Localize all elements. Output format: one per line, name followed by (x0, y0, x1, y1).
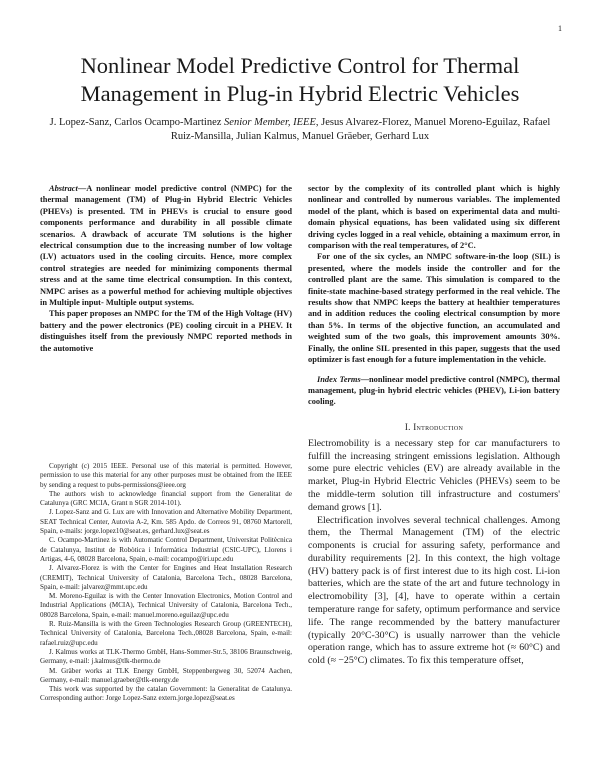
footnote-affiliation: R. Ruiz-Mansilla is with the Green Technologies Research Group (GREENTECH), Technical University of Catalonia, Barcelona Tech.,08028 Barcelona, Spain, e-mail: rafael.ruiz@upc.edu (40, 620, 292, 647)
index-terms: Index Terms—nonlinear model predictive control (NMPC), thermal management, plug-in hybrid electric vehicles (PHEV), Li-ion battery cooling. (308, 374, 560, 407)
footnote-affiliation: M. Gräber works at TLK Energy GmbH, Steppenbergweg 30, 52074 Aachen, Germany, e-mail: manuel.graeber@tlk-energy.de (40, 666, 292, 684)
section-heading: I. Introduction (404, 421, 464, 432)
right-column (308, 183, 560, 668)
authors-membership: Senior Member, IEEE (224, 117, 316, 128)
left-column (40, 183, 292, 354)
footnote-affiliation: M. Moreno-Eguilaz is with the Center Innovation Electronics, Motion Control and Industrial Applications (MCIA), Technical University of Catalonia, Barcelona Tech., 08028 Barcelona, Spain, e-mail: manuel.moreno.eguilaz@upc.edu (40, 592, 292, 619)
abstract-paragraph-3: For one of the six cycles, an NMPC software-in-the loop (SIL) is presented, where the models inside the controller and for the controlled plant are the same. This simulation is compared to the finite-state machine-based strategy performed in the real vehicle. The results show that NMPC keeps the battery at healthier temperatures and in addition reduces the cooling electrical consumption by more than 5%. In terms of the objective function, an accumulated and weighted sum of the two goals, this improvement amounts 30%. Finally, the online SIL presented in this paper, suggests that the used optimizer is fast enough for a future implementation in the vehicle. (308, 252, 560, 365)
abstract-paragraph-1: Abstract—A nonlinear model predictive control (NMPC) for the thermal management (TM) of Plug-in Hybrid Electric Vehicles (PHEVs) is presented. TM in PHEVs is crucial to ensure good components performance and durability in all possible climate scenarios. A drawback of accurate TM solutions is the higher electrical consumption due to the increasing number of low voltage (LV) actuators used in the cooling circuits. Hence, more complex control strategies are needed for minimizing components thermal stress and at the same time electrical consumption. In this context, NMPC arises as a powerful method for achieving multiple objectives in Multiple input- Multiple output systems. (40, 184, 292, 308)
abstract (40, 183, 292, 354)
index-terms-label: Index Terms (317, 374, 361, 384)
page-number: 1 (558, 24, 562, 33)
abstract-paragraph-2: This paper proposes an NMPC for the TM of the High Voltage (HV) battery and the power electronics (PE) cooling circuit in a PHEV. It distinguishes itself from the previously NMPC reported methods in the automotive (40, 309, 292, 353)
body-paragraph-1: Electromobility is a necessary step for car manufacturers to fulfill the increasing stringent emissions legislation. Although some pure electric vehicles (EV) are already available in the market, Plug-in Hybrid Electric Vehicles (PHEVs) seem to be the middle-term solution till infrastructure and costumers' demand grows [1]. (308, 437, 560, 513)
footnote-copyright: Copyright (c) 2015 IEEE. Personal use of this material is permitted. However, permission to use this material for any other purposes must be obtained from the IEEE by sending a request to pubs-permissions@ieee.org (40, 462, 292, 489)
paper-title: Nonlinear Model Predictive Control for Thermal Management in Plug-in Hybrid Electric Vehicles (80, 53, 520, 106)
footnote-affiliation: J. Alvarez-Florez is with the Center for Engines and Heat Installation Research (CREMIT), Technical University of Catalonia, Barcelona Tech., 08028 Barcelona, Spain, e-mail: jalvarez@mmt.upc.edu (40, 564, 292, 591)
footnote-affiliation: C. Ocampo-Martinez is with Automatic Control Department, Universitat Politècnica de Catalunya, Institut de Robòtica i Informàtica Industrial (CSIC-UPC), Llorens i Artigas, 4-6, 08028 Barcelona, Spain, e-mail: cocampo@iri.upc.edu (40, 536, 292, 563)
authors-part-2: , Jesus Alvarez-Florez, Manuel Moreno-Eguilaz, Rafael Ruiz-Mansilla, Julian Kalmus, Manuel Gräeber, Gerhard Lux (170, 117, 551, 142)
introduction-body (308, 438, 560, 668)
author-list (40, 116, 560, 144)
abstract-paragraph-2-continued: sector by the complexity of its controlled plant which is highly nonlinear and controlled by numerous variables. The implemented model of the plant, which is based on experimental data and multi- domain physical equations, has been validated using six different driving cycles logged in a real vehicle, obtaining a maximum error, in comparison with the real temperatures, of 2°C. (308, 184, 560, 251)
footnote-affiliation: J. Lopez-Sanz and G. Lux are with Innovation and Alternative Mobility Department, SEAT Technical Center, Autovia A-2, Km. 585 Apdo. de Correos 91, 08760 Martorell, Spain, e-mails: jorge.lopez10@seat.es, gerhard.lux@seat.es (40, 508, 292, 536)
footnotes (40, 462, 292, 704)
abstract-continued (308, 183, 560, 408)
footnote-acknowledgment: The authors wish to acknowledge financial support from the Generalitat de Catalunya (GRC MCIA, Grant n SGR 2014-101). (40, 489, 292, 508)
abstract-label: Abstract (49, 184, 78, 193)
body-paragraph-2: Electrification involves several technical challenges. Among them, the Thermal Management (TM) of the electric components is crucial for assuring safety, performance and durability requirements [2]. In this context, the high voltage (HV) battery pack is of first interest due to its high cost. Li-ion batteries, which are the state of the art and future technology in electromobility [3], [4], have to operate within a certain temperature range for safety, optimum performance and service life. The range recommended by the battery manufacturer (typically 20°C-30°C) is usually narrower than the vehicle operation range, which has to assure extreme hot (≈ 60°C) and cold (≈ −25°C) climates. To fix this temperature offset, (308, 514, 560, 667)
footnote-funding: This work was supported by the catalan Government: la Generalitat de Catalunya. Corresponding author: Jorge Lopez-Sanz extern.jorge.lopez@seat.es (40, 685, 292, 703)
footnote-affiliation: J. Kalmus works at TLK-Thermo GmbH, Hans-Sommer-Str.5, 38106 Braunschweig, Germany, e-mail: j.kalmus@tlk-thermo.de (40, 647, 292, 666)
authors-part-1: J. Lopez-Sanz, Carlos Ocampo-Martinez (49, 117, 225, 128)
